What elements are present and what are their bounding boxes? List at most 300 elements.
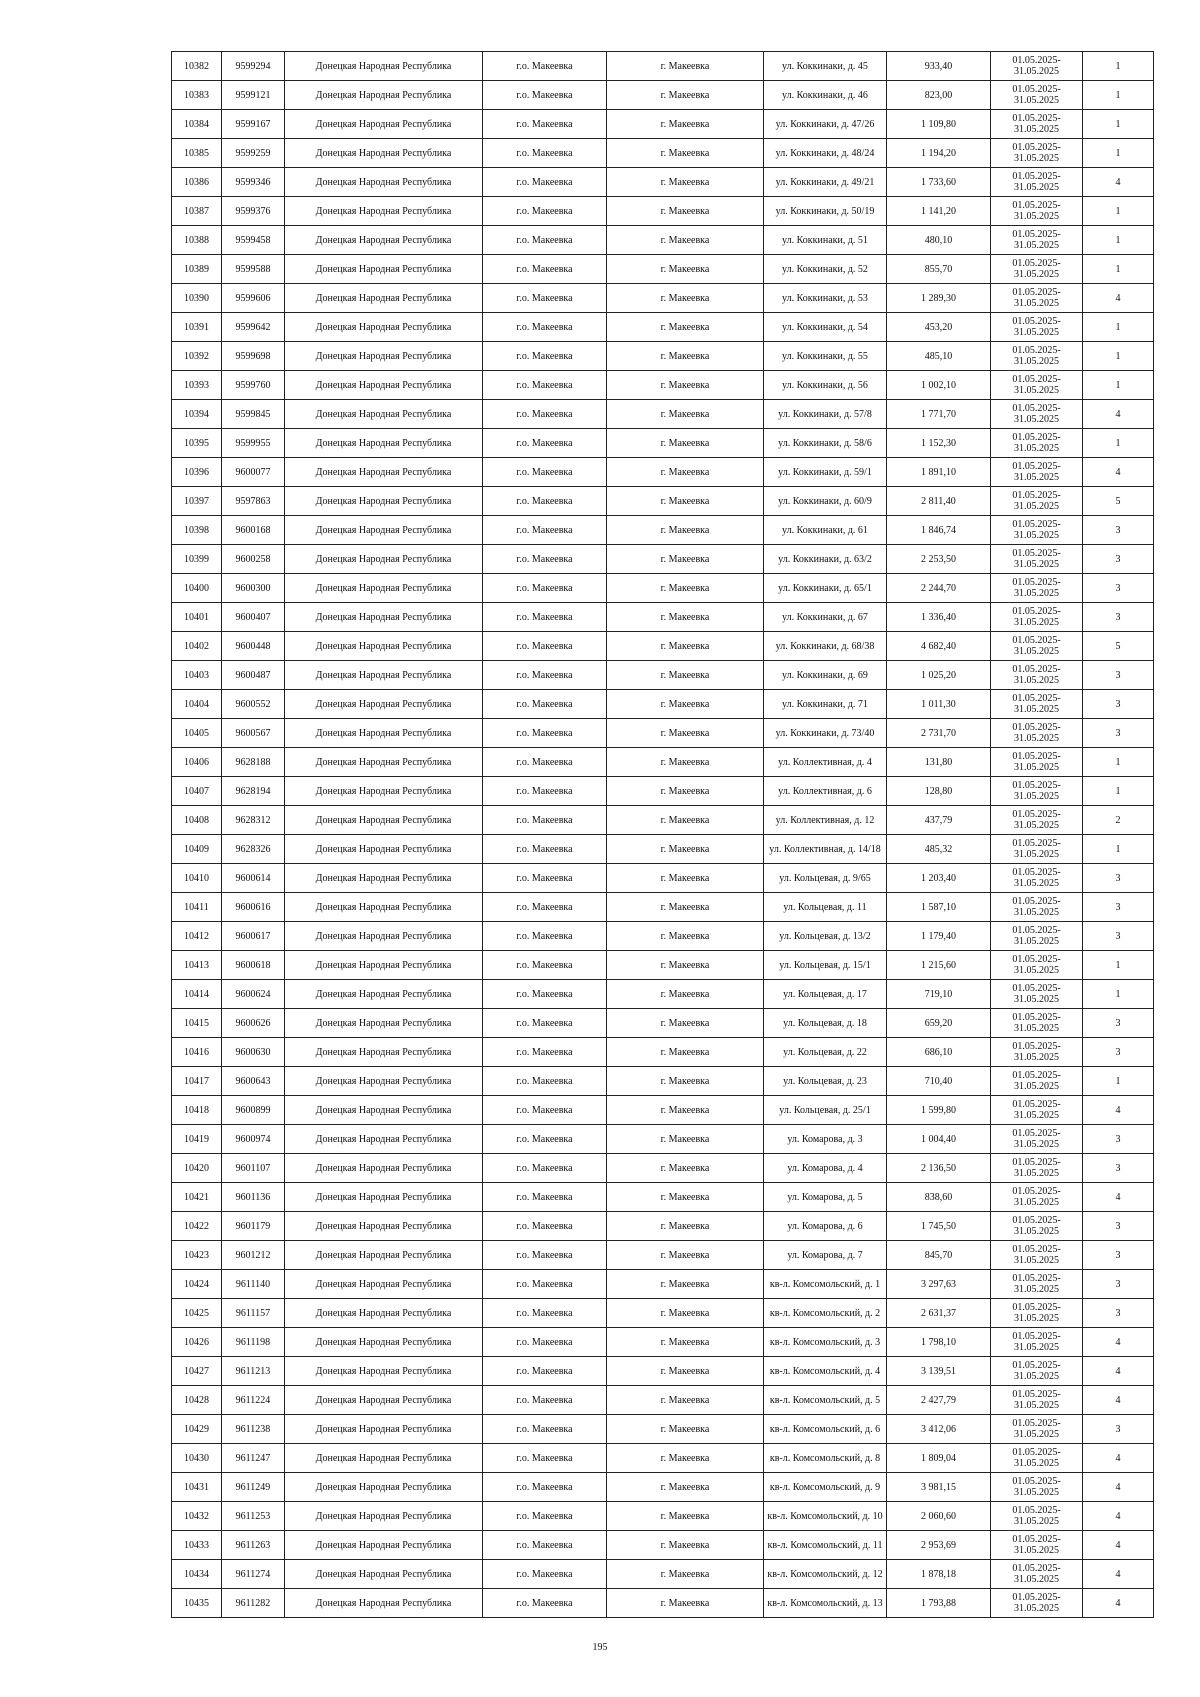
table-row (172, 777, 1154, 806)
region-cell: Донецкая Народная Республика (285, 1299, 483, 1328)
count-cell: 4 (1083, 400, 1154, 429)
period-cell: 01.05.2025-31.05.2025 (991, 1502, 1083, 1531)
period-cell: 01.05.2025-31.05.2025 (991, 284, 1083, 313)
city-cell: г. Макеевка (607, 458, 764, 487)
city-cell: г. Макеевка (607, 603, 764, 632)
row-number-cell: 10416 (172, 1038, 222, 1067)
region-cell: Донецкая Народная Республика (285, 980, 483, 1009)
table-row (172, 632, 1154, 661)
address-cell: ул. Коккинаки, д. 55 (764, 342, 887, 371)
region-cell: Донецкая Народная Республика (285, 661, 483, 690)
count-cell: 1 (1083, 255, 1154, 284)
district-cell: г.о. Макеевка (483, 458, 607, 487)
count-cell: 4 (1083, 1096, 1154, 1125)
count-cell: 3 (1083, 922, 1154, 951)
district-cell: г.о. Макеевка (483, 980, 607, 1009)
count-cell: 4 (1083, 1502, 1154, 1531)
period-cell: 01.05.2025-31.05.2025 (991, 690, 1083, 719)
address-cell: ул. Кольцевая, д. 13/2 (764, 922, 887, 951)
period-cell: 01.05.2025-31.05.2025 (991, 458, 1083, 487)
row-number-cell: 10391 (172, 313, 222, 342)
count-cell: 3 (1083, 1415, 1154, 1444)
district-cell: г.о. Макеевка (483, 1560, 607, 1589)
row-number-cell: 10422 (172, 1212, 222, 1241)
row-number-cell: 10392 (172, 342, 222, 371)
count-cell: 1 (1083, 429, 1154, 458)
region-cell: Донецкая Народная Республика (285, 1589, 483, 1618)
period-cell: 01.05.2025-31.05.2025 (991, 1560, 1083, 1589)
region-cell: Донецкая Народная Республика (285, 1502, 483, 1531)
region-cell: Донецкая Народная Республика (285, 690, 483, 719)
area-cell: 710,40 (887, 1067, 991, 1096)
area-cell: 1 289,30 (887, 284, 991, 313)
row-number-cell: 10411 (172, 893, 222, 922)
row-number-cell: 10395 (172, 429, 222, 458)
address-cell: ул. Коккинаки, д. 48/24 (764, 139, 887, 168)
area-cell: 453,20 (887, 313, 991, 342)
region-cell: Донецкая Народная Республика (285, 1241, 483, 1270)
address-cell: ул. Коккинаки, д. 54 (764, 313, 887, 342)
address-cell: ул. Комарова, д. 3 (764, 1125, 887, 1154)
table-row (172, 1270, 1154, 1299)
area-cell: 1 179,40 (887, 922, 991, 951)
region-cell: Донецкая Народная Республика (285, 1067, 483, 1096)
object-id-cell: 9611238 (222, 1415, 285, 1444)
period-cell: 01.05.2025-31.05.2025 (991, 1241, 1083, 1270)
area-cell: 2 253,50 (887, 545, 991, 574)
address-cell: ул. Кольцевая, д. 17 (764, 980, 887, 1009)
period-cell: 01.05.2025-31.05.2025 (991, 1009, 1083, 1038)
region-cell: Донецкая Народная Республика (285, 139, 483, 168)
area-cell: 2 953,69 (887, 1531, 991, 1560)
district-cell: г.о. Макеевка (483, 1589, 607, 1618)
district-cell: г.о. Макеевка (483, 284, 607, 313)
district-cell: г.о. Макеевка (483, 603, 607, 632)
table-row (172, 603, 1154, 632)
address-cell: ул. Коккинаки, д. 52 (764, 255, 887, 284)
table-row (172, 1299, 1154, 1328)
row-number-cell: 10385 (172, 139, 222, 168)
city-cell: г. Макеевка (607, 1270, 764, 1299)
object-id-cell: 9600300 (222, 574, 285, 603)
area-cell: 3 139,51 (887, 1357, 991, 1386)
period-cell: 01.05.2025-31.05.2025 (991, 748, 1083, 777)
city-cell: г. Макеевка (607, 661, 764, 690)
address-cell: ул. Кольцевая, д. 15/1 (764, 951, 887, 980)
area-cell: 1 846,74 (887, 516, 991, 545)
period-cell: 01.05.2025-31.05.2025 (991, 661, 1083, 690)
count-cell: 5 (1083, 632, 1154, 661)
table-row (172, 1415, 1154, 1444)
count-cell: 3 (1083, 1270, 1154, 1299)
row-number-cell: 10431 (172, 1473, 222, 1502)
district-cell: г.о. Макеевка (483, 400, 607, 429)
period-cell: 01.05.2025-31.05.2025 (991, 1473, 1083, 1502)
object-id-cell: 9599845 (222, 400, 285, 429)
district-cell: г.о. Макеевка (483, 429, 607, 458)
address-cell: ул. Коккинаки, д. 57/8 (764, 400, 887, 429)
count-cell: 1 (1083, 226, 1154, 255)
object-id-cell: 9611247 (222, 1444, 285, 1473)
period-cell: 01.05.2025-31.05.2025 (991, 1125, 1083, 1154)
area-cell: 1 152,30 (887, 429, 991, 458)
district-cell: г.о. Макеевка (483, 1125, 607, 1154)
registry-sheet (171, 51, 1153, 1618)
city-cell: г. Макеевка (607, 139, 764, 168)
region-cell: Донецкая Народная Республика (285, 400, 483, 429)
object-id-cell: 9628312 (222, 806, 285, 835)
row-number-cell: 10386 (172, 168, 222, 197)
area-cell: 1 587,10 (887, 893, 991, 922)
district-cell: г.о. Макеевка (483, 1212, 607, 1241)
period-cell: 01.05.2025-31.05.2025 (991, 1589, 1083, 1618)
period-cell: 01.05.2025-31.05.2025 (991, 342, 1083, 371)
period-cell: 01.05.2025-31.05.2025 (991, 1212, 1083, 1241)
district-cell: г.о. Макеевка (483, 893, 607, 922)
district-cell: г.о. Макеевка (483, 1444, 607, 1473)
city-cell: г. Макеевка (607, 893, 764, 922)
address-cell: ул. Коллективная, д. 4 (764, 748, 887, 777)
region-cell: Донецкая Народная Республика (285, 1531, 483, 1560)
object-id-cell: 9611274 (222, 1560, 285, 1589)
city-cell: г. Макеевка (607, 1502, 764, 1531)
district-cell: г.о. Макеевка (483, 1270, 607, 1299)
object-id-cell: 9599698 (222, 342, 285, 371)
object-id-cell: 9600630 (222, 1038, 285, 1067)
city-cell: г. Макеевка (607, 632, 764, 661)
count-cell: 3 (1083, 1038, 1154, 1067)
region-cell: Донецкая Народная Республика (285, 1270, 483, 1299)
count-cell: 4 (1083, 1386, 1154, 1415)
area-cell: 2 244,70 (887, 574, 991, 603)
region-cell: Донецкая Народная Республика (285, 893, 483, 922)
district-cell: г.о. Макеевка (483, 1299, 607, 1328)
region-cell: Донецкая Народная Республика (285, 1386, 483, 1415)
count-cell: 3 (1083, 1212, 1154, 1241)
object-id-cell: 9611253 (222, 1502, 285, 1531)
object-id-cell: 9600077 (222, 458, 285, 487)
area-cell: 2 631,37 (887, 1299, 991, 1328)
table-row (172, 226, 1154, 255)
object-id-cell: 9600168 (222, 516, 285, 545)
address-cell: ул. Коккинаки, д. 73/40 (764, 719, 887, 748)
table-row (172, 1589, 1154, 1618)
count-cell: 4 (1083, 1560, 1154, 1589)
area-cell: 1 194,20 (887, 139, 991, 168)
city-cell: г. Макеевка (607, 516, 764, 545)
count-cell: 1 (1083, 835, 1154, 864)
area-cell: 1 793,88 (887, 1589, 991, 1618)
table-row (172, 1038, 1154, 1067)
region-cell: Донецкая Народная Республика (285, 487, 483, 516)
table-row (172, 1067, 1154, 1096)
row-number-cell: 10434 (172, 1560, 222, 1589)
area-cell: 1 203,40 (887, 864, 991, 893)
address-cell: ул. Коккинаки, д. 63/2 (764, 545, 887, 574)
object-id-cell: 9628188 (222, 748, 285, 777)
address-cell: ул. Коккинаки, д. 60/9 (764, 487, 887, 516)
table-row (172, 545, 1154, 574)
table-row (172, 748, 1154, 777)
object-id-cell: 9599458 (222, 226, 285, 255)
city-cell: г. Макеевка (607, 52, 764, 81)
area-cell: 4 682,40 (887, 632, 991, 661)
area-cell: 437,79 (887, 806, 991, 835)
city-cell: г. Макеевка (607, 226, 764, 255)
object-id-cell: 9599167 (222, 110, 285, 139)
row-number-cell: 10432 (172, 1502, 222, 1531)
region-cell: Донецкая Народная Республика (285, 284, 483, 313)
city-cell: г. Макеевка (607, 545, 764, 574)
count-cell: 1 (1083, 313, 1154, 342)
row-number-cell: 10383 (172, 81, 222, 110)
period-cell: 01.05.2025-31.05.2025 (991, 1386, 1083, 1415)
count-cell: 3 (1083, 545, 1154, 574)
area-cell: 1 002,10 (887, 371, 991, 400)
count-cell: 1 (1083, 777, 1154, 806)
row-number-cell: 10405 (172, 719, 222, 748)
city-cell: г. Макеевка (607, 922, 764, 951)
district-cell: г.о. Макеевка (483, 1038, 607, 1067)
city-cell: г. Макеевка (607, 1560, 764, 1589)
area-cell: 1 599,80 (887, 1096, 991, 1125)
period-cell: 01.05.2025-31.05.2025 (991, 1531, 1083, 1560)
city-cell: г. Макеевка (607, 574, 764, 603)
period-cell: 01.05.2025-31.05.2025 (991, 1270, 1083, 1299)
city-cell: г. Макеевка (607, 371, 764, 400)
city-cell: г. Макеевка (607, 1154, 764, 1183)
city-cell: г. Макеевка (607, 1444, 764, 1473)
row-number-cell: 10406 (172, 748, 222, 777)
row-number-cell: 10424 (172, 1270, 222, 1299)
region-cell: Донецкая Народная Республика (285, 1212, 483, 1241)
area-cell: 659,20 (887, 1009, 991, 1038)
row-number-cell: 10419 (172, 1125, 222, 1154)
count-cell: 3 (1083, 1154, 1154, 1183)
district-cell: г.о. Макеевка (483, 1067, 607, 1096)
district-cell: г.о. Макеевка (483, 1357, 607, 1386)
count-cell: 1 (1083, 52, 1154, 81)
address-cell: ул. Коккинаки, д. 47/26 (764, 110, 887, 139)
period-cell: 01.05.2025-31.05.2025 (991, 371, 1083, 400)
district-cell: г.о. Макеевка (483, 748, 607, 777)
table-row (172, 1328, 1154, 1357)
address-cell: ул. Коккинаки, д. 50/19 (764, 197, 887, 226)
area-cell: 838,60 (887, 1183, 991, 1212)
region-cell: Донецкая Народная Республика (285, 574, 483, 603)
city-cell: г. Макеевка (607, 1096, 764, 1125)
row-number-cell: 10382 (172, 52, 222, 81)
area-cell: 2 136,50 (887, 1154, 991, 1183)
city-cell: г. Макеевка (607, 1212, 764, 1241)
row-number-cell: 10400 (172, 574, 222, 603)
city-cell: г. Макеевка (607, 1357, 764, 1386)
address-cell: кв-л. Комсомольский, д. 4 (764, 1357, 887, 1386)
row-number-cell: 10433 (172, 1531, 222, 1560)
row-number-cell: 10408 (172, 806, 222, 835)
table-row (172, 690, 1154, 719)
region-cell: Донецкая Народная Республика (285, 748, 483, 777)
region-cell: Донецкая Народная Республика (285, 864, 483, 893)
period-cell: 01.05.2025-31.05.2025 (991, 255, 1083, 284)
object-id-cell: 9600899 (222, 1096, 285, 1125)
region-cell: Донецкая Народная Республика (285, 632, 483, 661)
table-row (172, 835, 1154, 864)
district-cell: г.о. Макеевка (483, 52, 607, 81)
area-cell: 1 798,10 (887, 1328, 991, 1357)
city-cell: г. Макеевка (607, 342, 764, 371)
city-cell: г. Макеевка (607, 777, 764, 806)
object-id-cell: 9611263 (222, 1531, 285, 1560)
area-cell: 1 215,60 (887, 951, 991, 980)
count-cell: 4 (1083, 1183, 1154, 1212)
region-cell: Донецкая Народная Республика (285, 458, 483, 487)
table-row (172, 400, 1154, 429)
count-cell: 1 (1083, 81, 1154, 110)
city-cell: г. Макеевка (607, 1241, 764, 1270)
district-cell: г.о. Макеевка (483, 226, 607, 255)
count-cell: 3 (1083, 661, 1154, 690)
area-cell: 845,70 (887, 1241, 991, 1270)
table-row (172, 574, 1154, 603)
period-cell: 01.05.2025-31.05.2025 (991, 1183, 1083, 1212)
object-id-cell: 9599376 (222, 197, 285, 226)
row-number-cell: 10402 (172, 632, 222, 661)
object-id-cell: 9601107 (222, 1154, 285, 1183)
city-cell: г. Макеевка (607, 1386, 764, 1415)
area-cell: 1 141,20 (887, 197, 991, 226)
count-cell: 3 (1083, 603, 1154, 632)
period-cell: 01.05.2025-31.05.2025 (991, 1415, 1083, 1444)
object-id-cell: 9611282 (222, 1589, 285, 1618)
district-cell: г.о. Макеевка (483, 197, 607, 226)
period-cell: 01.05.2025-31.05.2025 (991, 110, 1083, 139)
row-number-cell: 10399 (172, 545, 222, 574)
table-row (172, 255, 1154, 284)
address-cell: кв-л. Комсомольский, д. 12 (764, 1560, 887, 1589)
area-cell: 1 025,20 (887, 661, 991, 690)
object-id-cell: 9600487 (222, 661, 285, 690)
city-cell: г. Макеевка (607, 197, 764, 226)
object-id-cell: 9611198 (222, 1328, 285, 1357)
object-id-cell: 9600618 (222, 951, 285, 980)
district-cell: г.о. Макеевка (483, 1531, 607, 1560)
city-cell: г. Макеевка (607, 1589, 764, 1618)
city-cell: г. Макеевка (607, 284, 764, 313)
table-row (172, 893, 1154, 922)
table-row (172, 1473, 1154, 1502)
area-cell: 2 427,79 (887, 1386, 991, 1415)
period-cell: 01.05.2025-31.05.2025 (991, 81, 1083, 110)
city-cell: г. Макеевка (607, 81, 764, 110)
city-cell: г. Макеевка (607, 1067, 764, 1096)
count-cell: 1 (1083, 342, 1154, 371)
district-cell: г.о. Макеевка (483, 835, 607, 864)
district-cell: г.о. Макеевка (483, 922, 607, 951)
district-cell: г.о. Макеевка (483, 168, 607, 197)
city-cell: г. Макеевка (607, 313, 764, 342)
period-cell: 01.05.2025-31.05.2025 (991, 168, 1083, 197)
count-cell: 4 (1083, 458, 1154, 487)
period-cell: 01.05.2025-31.05.2025 (991, 139, 1083, 168)
count-cell: 4 (1083, 168, 1154, 197)
region-cell: Донецкая Народная Республика (285, 777, 483, 806)
area-cell: 2 731,70 (887, 719, 991, 748)
area-cell: 485,10 (887, 342, 991, 371)
district-cell: г.о. Макеевка (483, 255, 607, 284)
period-cell: 01.05.2025-31.05.2025 (991, 197, 1083, 226)
object-id-cell: 9599955 (222, 429, 285, 458)
address-cell: кв-л. Комсомольский, д. 11 (764, 1531, 887, 1560)
object-id-cell: 9599588 (222, 255, 285, 284)
district-cell: г.о. Макеевка (483, 110, 607, 139)
count-cell: 1 (1083, 371, 1154, 400)
address-cell: ул. Кольцевая, д. 18 (764, 1009, 887, 1038)
city-cell: г. Макеевка (607, 1038, 764, 1067)
district-cell: г.о. Макеевка (483, 719, 607, 748)
address-cell: ул. Комарова, д. 5 (764, 1183, 887, 1212)
address-cell: ул. Коллективная, д. 6 (764, 777, 887, 806)
count-cell: 3 (1083, 516, 1154, 545)
row-number-cell: 10398 (172, 516, 222, 545)
table-row (172, 371, 1154, 400)
count-cell: 1 (1083, 951, 1154, 980)
period-cell: 01.05.2025-31.05.2025 (991, 400, 1083, 429)
page-number: 195 (592, 1642, 608, 1653)
period-cell: 01.05.2025-31.05.2025 (991, 806, 1083, 835)
table-row (172, 342, 1154, 371)
object-id-cell: 9611213 (222, 1357, 285, 1386)
district-cell: г.о. Макеевка (483, 1154, 607, 1183)
period-cell: 01.05.2025-31.05.2025 (991, 574, 1083, 603)
count-cell: 3 (1083, 1009, 1154, 1038)
region-cell: Донецкая Народная Республика (285, 313, 483, 342)
address-cell: кв-л. Комсомольский, д. 2 (764, 1299, 887, 1328)
table-row (172, 661, 1154, 690)
row-number-cell: 10394 (172, 400, 222, 429)
count-cell: 4 (1083, 1473, 1154, 1502)
area-cell: 719,10 (887, 980, 991, 1009)
period-cell: 01.05.2025-31.05.2025 (991, 429, 1083, 458)
city-cell: г. Макеевка (607, 255, 764, 284)
region-cell: Донецкая Народная Республика (285, 110, 483, 139)
address-cell: ул. Коккинаки, д. 56 (764, 371, 887, 400)
area-cell: 1 004,40 (887, 1125, 991, 1154)
area-cell: 1 109,80 (887, 110, 991, 139)
count-cell: 4 (1083, 1357, 1154, 1386)
object-id-cell: 9611140 (222, 1270, 285, 1299)
address-cell: ул. Кольцевая, д. 9/65 (764, 864, 887, 893)
count-cell: 1 (1083, 980, 1154, 1009)
row-number-cell: 10428 (172, 1386, 222, 1415)
period-cell: 01.05.2025-31.05.2025 (991, 777, 1083, 806)
address-cell: ул. Кольцевая, д. 22 (764, 1038, 887, 1067)
object-id-cell: 9600643 (222, 1067, 285, 1096)
count-cell: 3 (1083, 1241, 1154, 1270)
address-cell: ул. Коллективная, д. 12 (764, 806, 887, 835)
district-cell: г.о. Макеевка (483, 574, 607, 603)
district-cell: г.о. Макеевка (483, 371, 607, 400)
period-cell: 01.05.2025-31.05.2025 (991, 835, 1083, 864)
city-cell: г. Макеевка (607, 1125, 764, 1154)
table-row (172, 1154, 1154, 1183)
period-cell: 01.05.2025-31.05.2025 (991, 922, 1083, 951)
row-number-cell: 10409 (172, 835, 222, 864)
address-cell: кв-л. Комсомольский, д. 5 (764, 1386, 887, 1415)
count-cell: 4 (1083, 1444, 1154, 1473)
city-cell: г. Макеевка (607, 400, 764, 429)
count-cell: 5 (1083, 487, 1154, 516)
